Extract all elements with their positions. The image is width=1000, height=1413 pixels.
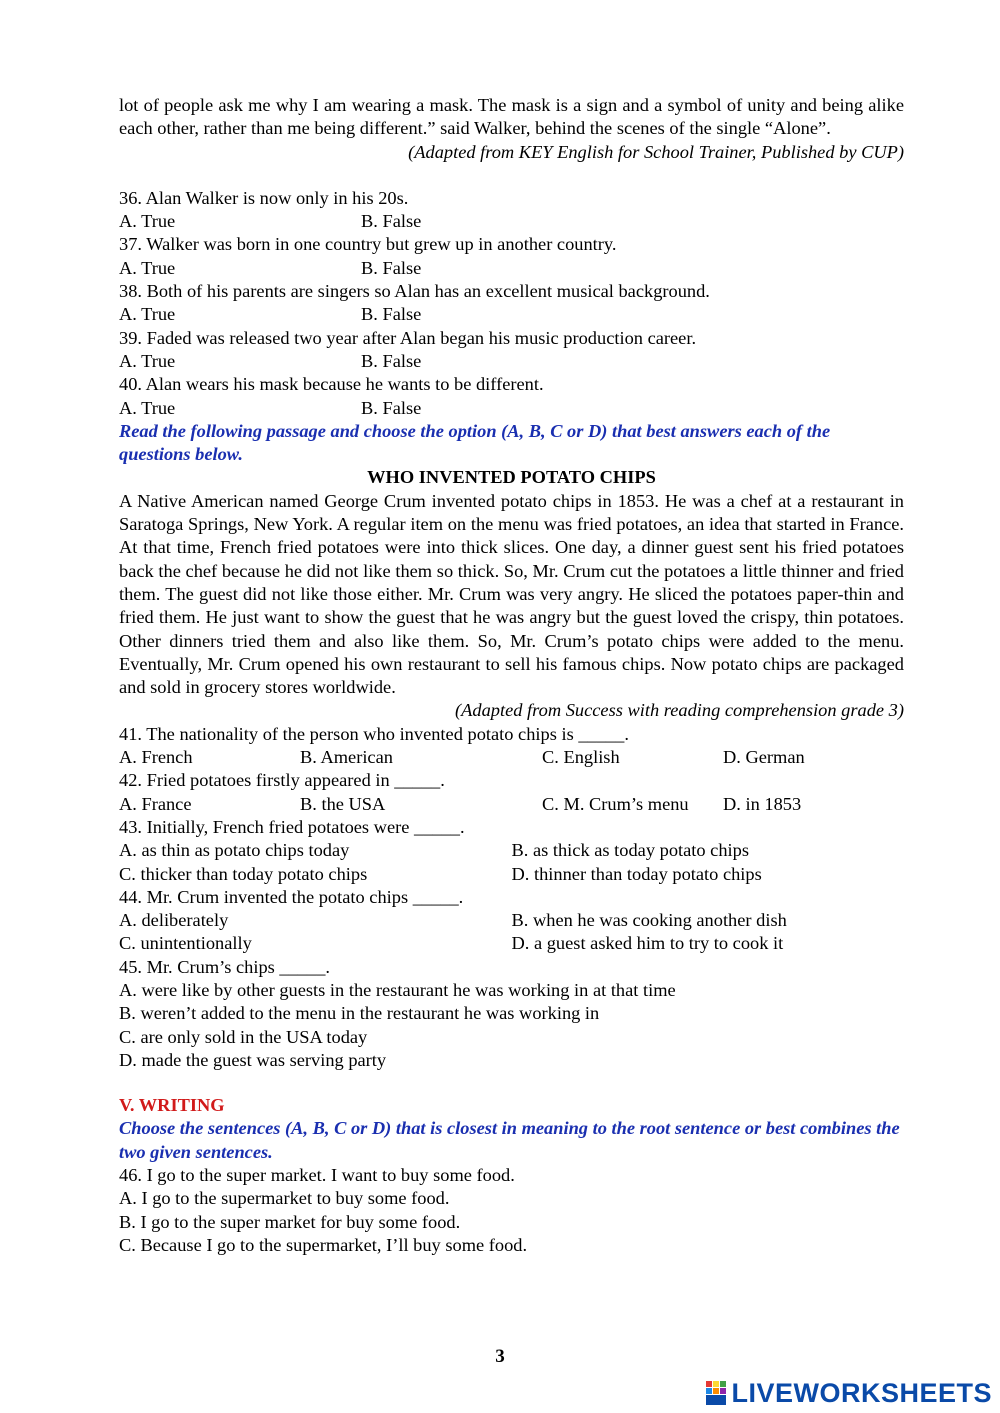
q43-option-c[interactable]: C. thicker than today potato chips	[119, 863, 368, 884]
q45-option-a[interactable]: A. were like by other guests in the restaurant he was working in at that time	[119, 979, 676, 1000]
question-42: 42. Fried potatoes firstly appeared in _____.	[119, 770, 445, 791]
q45-option-d[interactable]: D. made the guest was serving party	[119, 1049, 387, 1070]
liveworksheets-brand[interactable]	[705, 1378, 992, 1408]
q43-option-a[interactable]: A. as thin as potato chips today	[119, 840, 350, 861]
question-36: 36. Alan Walker is now only in his 20s.	[119, 187, 409, 208]
q42-option-d[interactable]: D. in 1853	[723, 793, 802, 814]
q44-option-c[interactable]: C. unintentionally	[119, 933, 252, 954]
q46-option-c[interactable]: C. Because I go to the supermarket, I’ll buy some food.	[119, 1234, 528, 1255]
passage-source: (Adapted from Success with reading comprehension grade 3)	[455, 700, 904, 721]
intro-source: (Adapted from KEY English for School Trainer, Published by CUP)	[408, 141, 904, 162]
question-43: 43. Initially, French fried potatoes were _____.	[119, 816, 465, 837]
reading-instruction: Read the following passage and choose the option (A, B, C or D) that best answers each of the questions below.	[119, 420, 831, 465]
q36-option-a[interactable]: A. True	[119, 211, 176, 232]
question-38: 38. Both of his parents are singers so Alan has an excellent musical background.	[119, 281, 710, 302]
q43-option-d[interactable]: D. thinner than today potato chips	[511, 863, 762, 884]
intro-paragraph: lot of people ask me why I am wearing a mask. The mask is a sign and a symbol of unity and being alike each other, rather than me being different.” said Walker, behind the scenes of the single “Alone”.	[119, 95, 904, 139]
q41-option-c[interactable]: C. English	[542, 747, 620, 768]
question-45: 45. Mr. Crum’s chips _____.	[119, 956, 330, 977]
q46-option-b[interactable]: B. I go to the super market for buy some food.	[119, 1211, 461, 1232]
q43-option-b[interactable]: B. as thick as today potato chips	[511, 840, 750, 861]
q42-option-a[interactable]: A. France	[119, 793, 192, 814]
q39-option-a[interactable]: A. True	[119, 350, 176, 371]
q44-option-a[interactable]: A. deliberately	[119, 910, 229, 931]
q42-option-b[interactable]: B. the USA	[300, 793, 386, 814]
worksheet-page	[119, 94, 904, 1257]
writing-instruction: Choose the sentences (A, B, C or D) that is closest in meaning to the root sentence or best combines the two given sentences.	[119, 1118, 900, 1162]
question-46: 46. I go to the super market. I want to buy some food.	[119, 1165, 515, 1186]
page-number: 3	[495, 1346, 505, 1367]
liveworksheets-logo-icon	[705, 1380, 727, 1406]
q44-option-d[interactable]: D. a guest asked him to try to cook it	[511, 933, 784, 954]
question-40: 40. Alan wears his mask because he wants to be different.	[119, 374, 544, 395]
q45-option-b[interactable]: B. weren’t added to the menu in the restaurant he was working in	[119, 1003, 600, 1024]
reading-passage: A Native American named George Crum invented potato chips in 1853. He was a chef at a restaurant in Saratoga Springs, New York. A regular item on the menu was fried potatoes, an idea that started in France. At that time, French fried potatoes were into thick slices. One day, a dinner guest sent his fried potatoes back the chef because he did not like them so thick. So, Mr. Crum cut the potatoes a little thinner and fried them. The guest did not like those either. Mr. Crum was very angry. He sliced the potatoes paper-thin and fried them. He just want to show the guest that he was angry but the guest loved the crispy, thin potatoes. Other dinners tried them and also like them. So, Mr. Crum’s potato chips were added to the menu. Eventually, Mr. Crum opened his own restaurant to sell his famous chips. Now potato chips are packaged and sold in grocery stores worldwide.	[119, 490, 904, 698]
q37-option-a[interactable]: A. True	[119, 257, 176, 278]
q36-option-b[interactable]: B. False	[361, 211, 422, 232]
writing-heading: V. WRITING	[119, 1095, 225, 1116]
q42-option-c[interactable]: C. M. Crum’s menu	[542, 793, 689, 814]
q41-option-a[interactable]: A. French	[119, 747, 193, 768]
passage-title: WHO INVENTED POTATO CHIPS	[367, 467, 656, 488]
true-false-section	[119, 187, 904, 420]
question-44: 44. Mr. Crum invented the potato chips _____.	[119, 886, 464, 907]
question-37: 37. Walker was born in one country but grew up in another country.	[119, 234, 617, 255]
q44-option-b[interactable]: B. when he was cooking another dish	[511, 910, 787, 931]
q41-option-b[interactable]: B. American	[300, 747, 393, 768]
q39-option-b[interactable]: B. False	[361, 350, 422, 371]
question-39: 39. Faded was released two year after Alan began his music production career.	[119, 327, 697, 348]
q37-option-b[interactable]: B. False	[361, 257, 422, 278]
question-41: 41. The nationality of the person who invented potato chips is _____.	[119, 723, 629, 744]
q40-option-b[interactable]: B. False	[361, 397, 422, 418]
q38-option-a[interactable]: A. True	[119, 304, 176, 325]
brand-text: LIVEWORKSHEETS	[731, 1377, 992, 1408]
q40-option-a[interactable]: A. True	[119, 397, 176, 418]
q45-option-c[interactable]: C. are only sold in the USA today	[119, 1026, 368, 1047]
q46-option-a[interactable]: A. I go to the supermarket to buy some food.	[119, 1188, 450, 1209]
q41-option-d[interactable]: D. German	[723, 747, 805, 768]
q38-option-b[interactable]: B. False	[361, 304, 422, 325]
